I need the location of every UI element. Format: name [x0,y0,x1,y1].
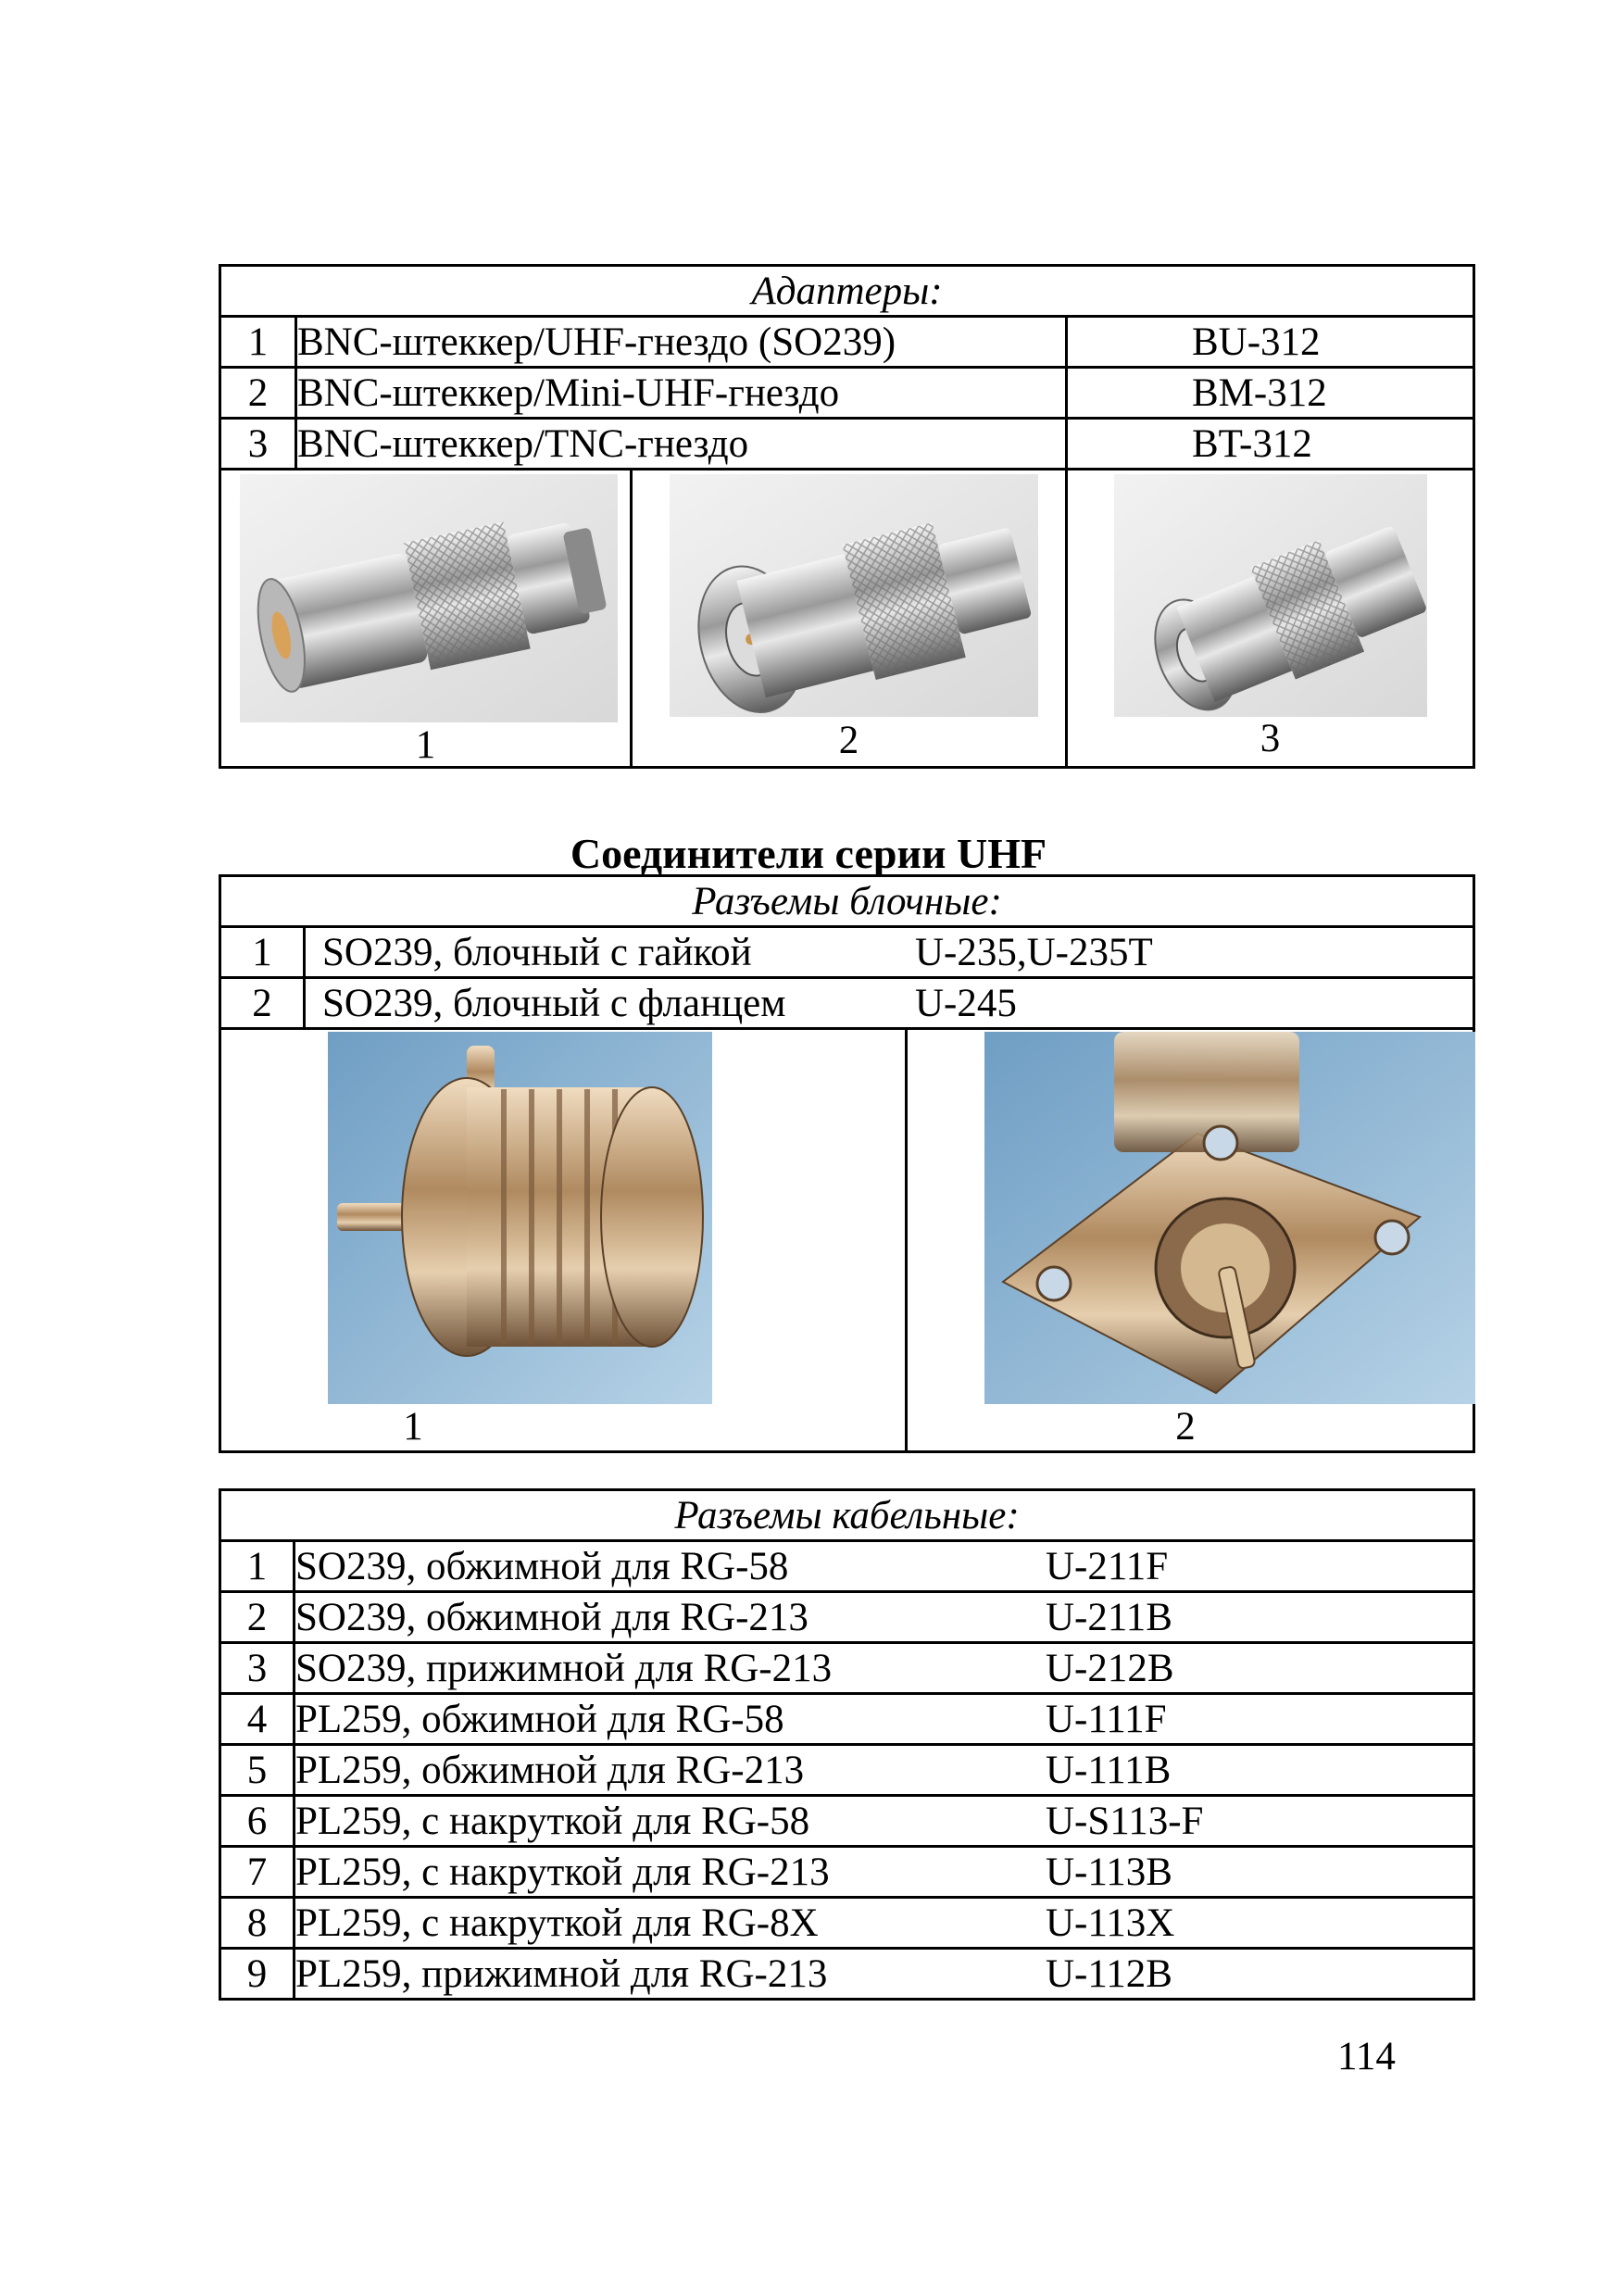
item-name: BNC-штеккер/TNC-гнездо [296,419,1067,470]
item-code: U-111B [1046,1748,1172,1792]
item-code: BT-312 [1067,419,1474,470]
photo-caption: 2 [838,719,859,762]
photo-cell [1067,470,1474,768]
table-row [220,1694,1474,1745]
table-row [220,1847,1474,1898]
item-name: BNC-штеккер/Mini-UHF-гнездо [296,368,1067,419]
photo-caption: 1 [415,723,436,767]
row-number: 6 [220,1796,295,1847]
adapters-table [219,264,1475,769]
row-number: 1 [220,1541,295,1592]
photo-cell [907,1029,1474,1452]
table-row-content [295,1592,1474,1643]
item-name: SO239, прижимной для RG-213 [295,1646,833,1690]
item-name: PL259, с накруткой для RG-8X [295,1901,819,1945]
item-name: SO239, обжимной для RG-58 [295,1544,789,1588]
item-code: U-245 [915,981,1017,1025]
table-row-content [295,1847,1474,1898]
table-row-content [295,1541,1474,1592]
table-row-content [295,1898,1474,1949]
item-name: SO239, обжимной для RG-213 [295,1595,808,1639]
table-row-content [305,978,1474,1029]
item-code: U-212B [1046,1646,1174,1690]
item-code: U-235,U-235T [915,930,1153,974]
row-number: 3 [220,419,296,470]
item-code: U-111F [1046,1697,1167,1741]
row-number: 2 [220,978,305,1029]
row-number: 9 [220,1949,295,2000]
table-row-content [295,1643,1474,1694]
section-title: Соединители серии UHF [570,830,1047,877]
adapter-photo-bm312 [670,474,1038,717]
row-number: 7 [220,1847,295,1898]
item-code: U-113B [1046,1850,1172,1894]
table-row [220,1796,1474,1847]
table-row [220,368,1474,419]
row-number: 4 [220,1694,295,1745]
item-code: U-211B [1046,1595,1172,1639]
item-code: U-112B [1046,1951,1172,1996]
item-name: PL259, с накруткой для RG-213 [295,1850,830,1894]
table-row [220,1592,1474,1643]
item-name: PL259, обжимной для RG-58 [295,1697,784,1741]
table-row [220,1949,1474,2000]
row-number: 2 [220,368,296,419]
table-row [220,978,1474,1029]
item-name: SO239, блочный с фланцем [322,981,786,1025]
panel-connectors-table [219,874,1475,1453]
photo-cell [632,470,1067,768]
item-name: SO239, блочный с гайкой [322,930,752,974]
photo-caption: 2 [1175,1405,1196,1449]
item-code: U-S113-F [1046,1799,1204,1843]
row-number: 2 [220,1592,295,1643]
row-number: 5 [220,1745,295,1796]
row-number: 8 [220,1898,295,1949]
item-code: BU-312 [1067,317,1474,368]
table-row-content [305,927,1474,978]
cable-connectors-table [219,1488,1475,2001]
item-name: PL259, обжимной для RG-213 [295,1748,805,1792]
table-row [220,1643,1474,1694]
panel-photo-u245 [984,1032,1475,1404]
table-row [220,419,1474,470]
item-name: PL259, с накруткой для RG-58 [295,1799,810,1843]
page-number: 114 [1337,2035,1396,2078]
adapter-photo-bt312 [1114,474,1427,717]
table-row [220,927,1474,978]
item-code: U-211F [1046,1544,1169,1588]
table-row-content [295,1949,1474,2000]
table-row-content [295,1694,1474,1745]
item-code: U-113X [1046,1901,1175,1945]
row-number: 1 [220,317,296,368]
table-row [220,317,1474,368]
photo-cell [220,470,632,768]
row-number: 1 [220,927,305,978]
table-row-content [295,1745,1474,1796]
adapters-header: Адаптеры: [220,266,1474,317]
adapter-photo-bu312 [240,474,618,722]
row-number: 3 [220,1643,295,1694]
table-row [220,1745,1474,1796]
photo-caption: 1 [403,1405,423,1449]
item-code: BM-312 [1067,368,1474,419]
cable-header: Разъемы кабельные: [220,1490,1474,1541]
panel-header: Разъемы блочные: [220,876,1474,927]
table-row [220,1541,1474,1592]
item-name: PL259, прижимной для RG-213 [295,1951,828,1996]
table-row-content [295,1796,1474,1847]
table-row [220,1898,1474,1949]
panel-photo-u235 [328,1032,712,1404]
photo-caption: 3 [1260,717,1281,760]
item-name: BNC-штеккер/UHF-гнездо (SO239) [296,317,1067,368]
photo-cell [220,1029,907,1452]
